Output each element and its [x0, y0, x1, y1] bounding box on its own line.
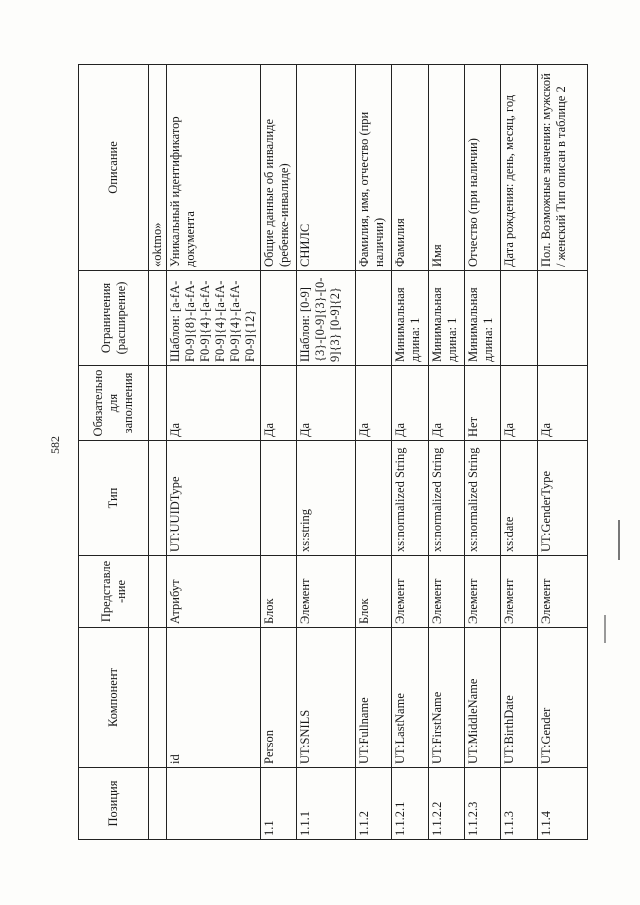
table-row [167, 65, 261, 840]
cell-position: 1.1.1 [297, 768, 356, 840]
cell-restriction: Шаблон: [a-fA-F0-9]{8}-[a-fA-F0-9]{4}-[a-fA-F0-9]{4}-[a-fA-F0-9]{4}-[a-fA-F0-9]{12} [167, 271, 261, 366]
cell-type: xs:string [297, 441, 356, 556]
cell-representation: Блок [355, 556, 391, 628]
cell-mandatory: Да [537, 366, 588, 441]
cell-description: Фамилия [392, 65, 428, 271]
table-row [261, 65, 297, 840]
cell-type: xs:normalized String [428, 441, 464, 556]
table-row [464, 65, 500, 840]
cell-component: UT:MiddleName [464, 628, 500, 768]
cell-component [149, 628, 167, 768]
header-type: Тип [79, 441, 149, 556]
cell-component: UT:LastName [392, 628, 428, 768]
header-component: Компонент [79, 628, 149, 768]
cell-type: xs:normalized String [464, 441, 500, 556]
cell-type [149, 441, 167, 556]
header-position: Позиция [79, 768, 149, 840]
rotated-table-container [78, 65, 588, 840]
cell-description: Отчество (при наличии) [464, 65, 500, 271]
cell-description: Общие данные об инвалиде (ребенке-инвалиде) [261, 65, 297, 271]
table-header-row [79, 65, 149, 840]
cell-restriction [537, 271, 588, 366]
cell-mandatory: Да [297, 366, 356, 441]
cell-type: xs:date [501, 441, 537, 556]
cell-description: «oktmo» [149, 65, 167, 271]
cell-type: xs:normalized String [392, 441, 428, 556]
cell-representation: Элемент [537, 556, 588, 628]
cell-restriction: Минимальная длина: 1 [464, 271, 500, 366]
table-row [537, 65, 588, 840]
cell-component: UT:Gender [537, 628, 588, 768]
cell-mandatory: Да [392, 366, 428, 441]
header-restriction: Ограничения (расширение) [79, 271, 149, 366]
cell-representation: Блок [261, 556, 297, 628]
cell-representation: Элемент [428, 556, 464, 628]
cell-description: Имя [428, 65, 464, 271]
cell-representation: Элемент [464, 556, 500, 628]
cell-position: 1.1.2.1 [392, 768, 428, 840]
cell-mandatory: Нет [464, 366, 500, 441]
cell-type [261, 441, 297, 556]
cell-component: UT:Fullname [355, 628, 391, 768]
cell-mandatory [149, 366, 167, 441]
cell-type: UT:GenderType [537, 441, 588, 556]
cell-restriction [149, 271, 167, 366]
cell-restriction [501, 271, 537, 366]
page-number: 582 [48, 436, 62, 454]
header-mandatory: Обязательно для заполнения [79, 366, 149, 441]
scan-artifact-line [604, 615, 606, 643]
cell-description: Пол. Возможные значения: мужской / женский Тип описан в таблице 2 [537, 65, 588, 271]
cell-mandatory: Да [428, 366, 464, 441]
cell-representation: Элемент [297, 556, 356, 628]
cell-position: 1.1.3 [501, 768, 537, 840]
cell-description: Фамилия, имя, отчество (при наличии) [355, 65, 391, 271]
cell-representation: Элемент [392, 556, 428, 628]
cell-mandatory: Да [355, 366, 391, 441]
cell-representation: Атрибут [167, 556, 261, 628]
cell-mandatory: Да [501, 366, 537, 441]
cell-restriction: Шаблон: [0-9]{3}-[0-9]{3}-[0-9]{3} [0-9]{2} [297, 271, 356, 366]
cell-component: UT:BirthDate [501, 628, 537, 768]
cell-type [355, 441, 391, 556]
table-row [297, 65, 356, 840]
cell-position: 1.1.4 [537, 768, 588, 840]
cell-mandatory: Да [261, 366, 297, 441]
header-representation: Представле-ние [79, 556, 149, 628]
cell-restriction: Минимальная длина: 1 [428, 271, 464, 366]
table-row [149, 65, 167, 840]
cell-position [167, 768, 261, 840]
cell-component: UT:FirstName [428, 628, 464, 768]
cell-position [149, 768, 167, 840]
cell-position: 1.1.2.2 [428, 768, 464, 840]
cell-restriction: Минимальная длина: 1 [392, 271, 428, 366]
table-row [392, 65, 428, 840]
header-description: Описание [79, 65, 149, 271]
data-table [78, 64, 588, 840]
cell-component: Person [261, 628, 297, 768]
cell-position: 1.1.2.3 [464, 768, 500, 840]
table-row [355, 65, 391, 840]
scan-artifact-line [618, 520, 620, 560]
cell-component: UT:SNILS [297, 628, 356, 768]
table-row [428, 65, 464, 840]
cell-restriction [261, 271, 297, 366]
cell-position: 1.1 [261, 768, 297, 840]
table-row [501, 65, 537, 840]
cell-description: СНИЛС [297, 65, 356, 271]
cell-type: UT:UUIDType [167, 441, 261, 556]
cell-component: id [167, 628, 261, 768]
cell-description: Уникальный идентификатор документа [167, 65, 261, 271]
cell-position: 1.1.2 [355, 768, 391, 840]
cell-representation: Элемент [501, 556, 537, 628]
cell-description: Дата рождения: день, месяц, год [501, 65, 537, 271]
cell-representation [149, 556, 167, 628]
cell-restriction [355, 271, 391, 366]
cell-mandatory: Да [167, 366, 261, 441]
